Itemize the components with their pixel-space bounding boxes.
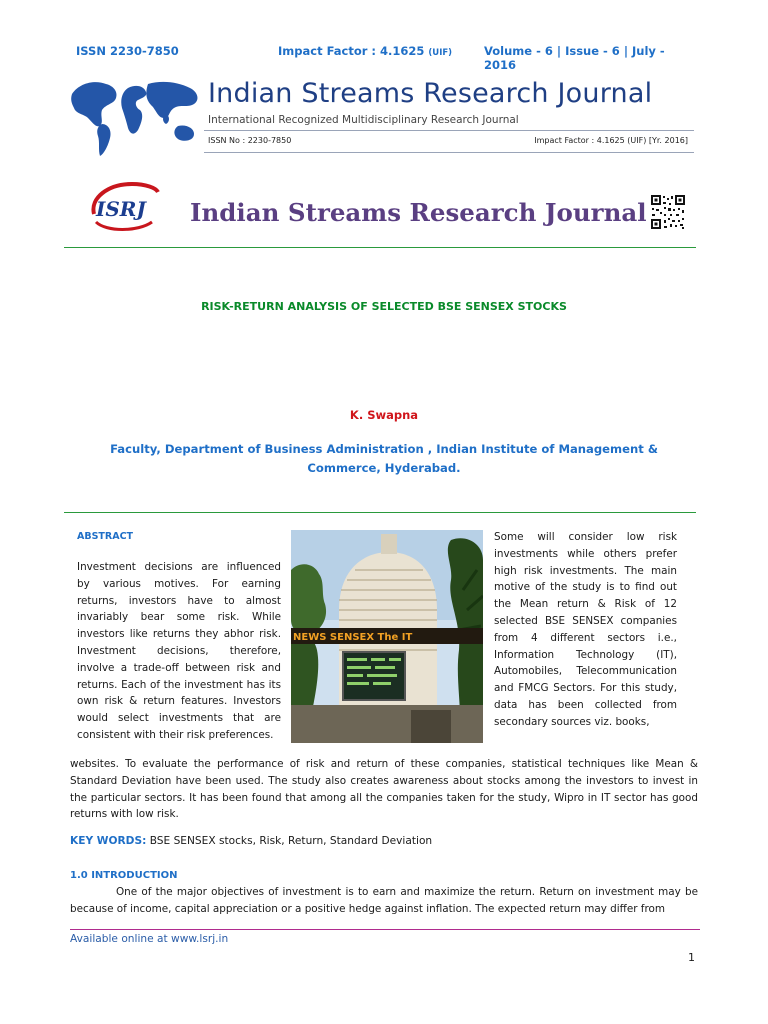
abstract-divider (64, 512, 696, 513)
abstract-right-column: Some will consider low risk investments while others prefer high risk investments. The main motive of the study is to find out the Mean return & Risk of 12 selected BSE SENSEX companies from 4 different sectors i.e., Information Technology (IT), Automobiles, Telecommunication and FMCG Sectors. For this study, data has been collected from secondary sources viz. books, (494, 531, 677, 728)
keywords-value: BSE SENSEX stocks, Risk, Return, Standard Deviation (149, 835, 433, 847)
page-number: 1 (688, 951, 695, 964)
banner-bottom-divider (204, 152, 694, 153)
author-name: K. Swapna (349, 408, 419, 422)
volume-issue-text: Volume - 6 | Issue - 6 | July - 2016 (484, 44, 665, 72)
banner-impact: Impact Factor : 4.1625 (UIF) [Yr. 2016] (534, 136, 688, 145)
issn-text: ISSN 2230-7850 (76, 44, 179, 58)
author-affiliation (0, 440, 768, 478)
abstract-continuation: websites. To evaluate the performance of risk and return of these companies, statistical techniques like Mean & Standard Deviation have been used. The study also creates awareness about stocks among the investors to invest in the particular sectors. It has been found that among all the companies taken for the study, Wipro in IT sector has good returns with low risk. (70, 758, 698, 821)
introduction-heading: 1.0 INTRODUCTION (70, 870, 178, 881)
photo-ticker-text: NEWS SENSEX The IT (293, 632, 413, 643)
abstract-left-column: Investment decisions are influenced by various motives. For earning returns, investors have to almost invariably bear some risk. While investors like returns they abhor risk. Investment decisions, therefore, involve a trade-off between risk and returns. Each of the investment has its own risk & return features. Investors would select investments that are consistent with their risk preferences. (77, 561, 281, 741)
paper-title: RISK-RETURN ANALYSIS OF SELECTED BSE SENSEX STOCKS (201, 300, 567, 313)
world-map-icon (66, 74, 206, 160)
journal-logo-row (86, 178, 696, 238)
isrj-logo-text: ISRJ (96, 197, 146, 221)
affiliation-line-1: Faculty, Department of Business Administration , Indian Institute of Management & (110, 442, 658, 456)
abstract-heading: ABSTRACT (77, 531, 134, 542)
impact-factor-label: Impact Factor : 4.1625 (278, 44, 425, 58)
journal-website-link[interactable]: www.lsrj.in (171, 933, 229, 945)
footer-divider (70, 929, 700, 930)
isrj-logo-icon (86, 178, 164, 234)
bse-building-photo (291, 530, 483, 743)
keywords-label: KEY WORDS: (70, 835, 147, 847)
footer-availability (70, 933, 228, 945)
impact-factor-text (278, 44, 452, 58)
keywords (70, 835, 432, 847)
affiliation-line-2: Commerce, Hyderabad. (307, 461, 461, 475)
journal-heading: Indian Streams Research Journal (190, 198, 647, 227)
introduction-text: One of the major objectives of investment is to earn and maximize the return. Return on investment may be because of income, capital appreciation or a positive hedge against inflation. The expected return may differ from (70, 886, 698, 915)
qr-code-icon (650, 194, 686, 230)
header-divider (64, 247, 696, 248)
banner-subtitle: International Recognized Multidisciplinary Research Journal (208, 114, 519, 126)
banner-divider (204, 130, 694, 131)
footer-available-label: Available online at (70, 933, 168, 945)
header-meta (76, 44, 696, 72)
journal-banner (66, 74, 694, 160)
banner-title: Indian Streams Research Journal (208, 78, 653, 109)
introduction-body (70, 884, 698, 917)
impact-factor-suffix: (UIF) (428, 48, 453, 58)
banner-issn: ISSN No : 2230-7850 (208, 136, 292, 145)
